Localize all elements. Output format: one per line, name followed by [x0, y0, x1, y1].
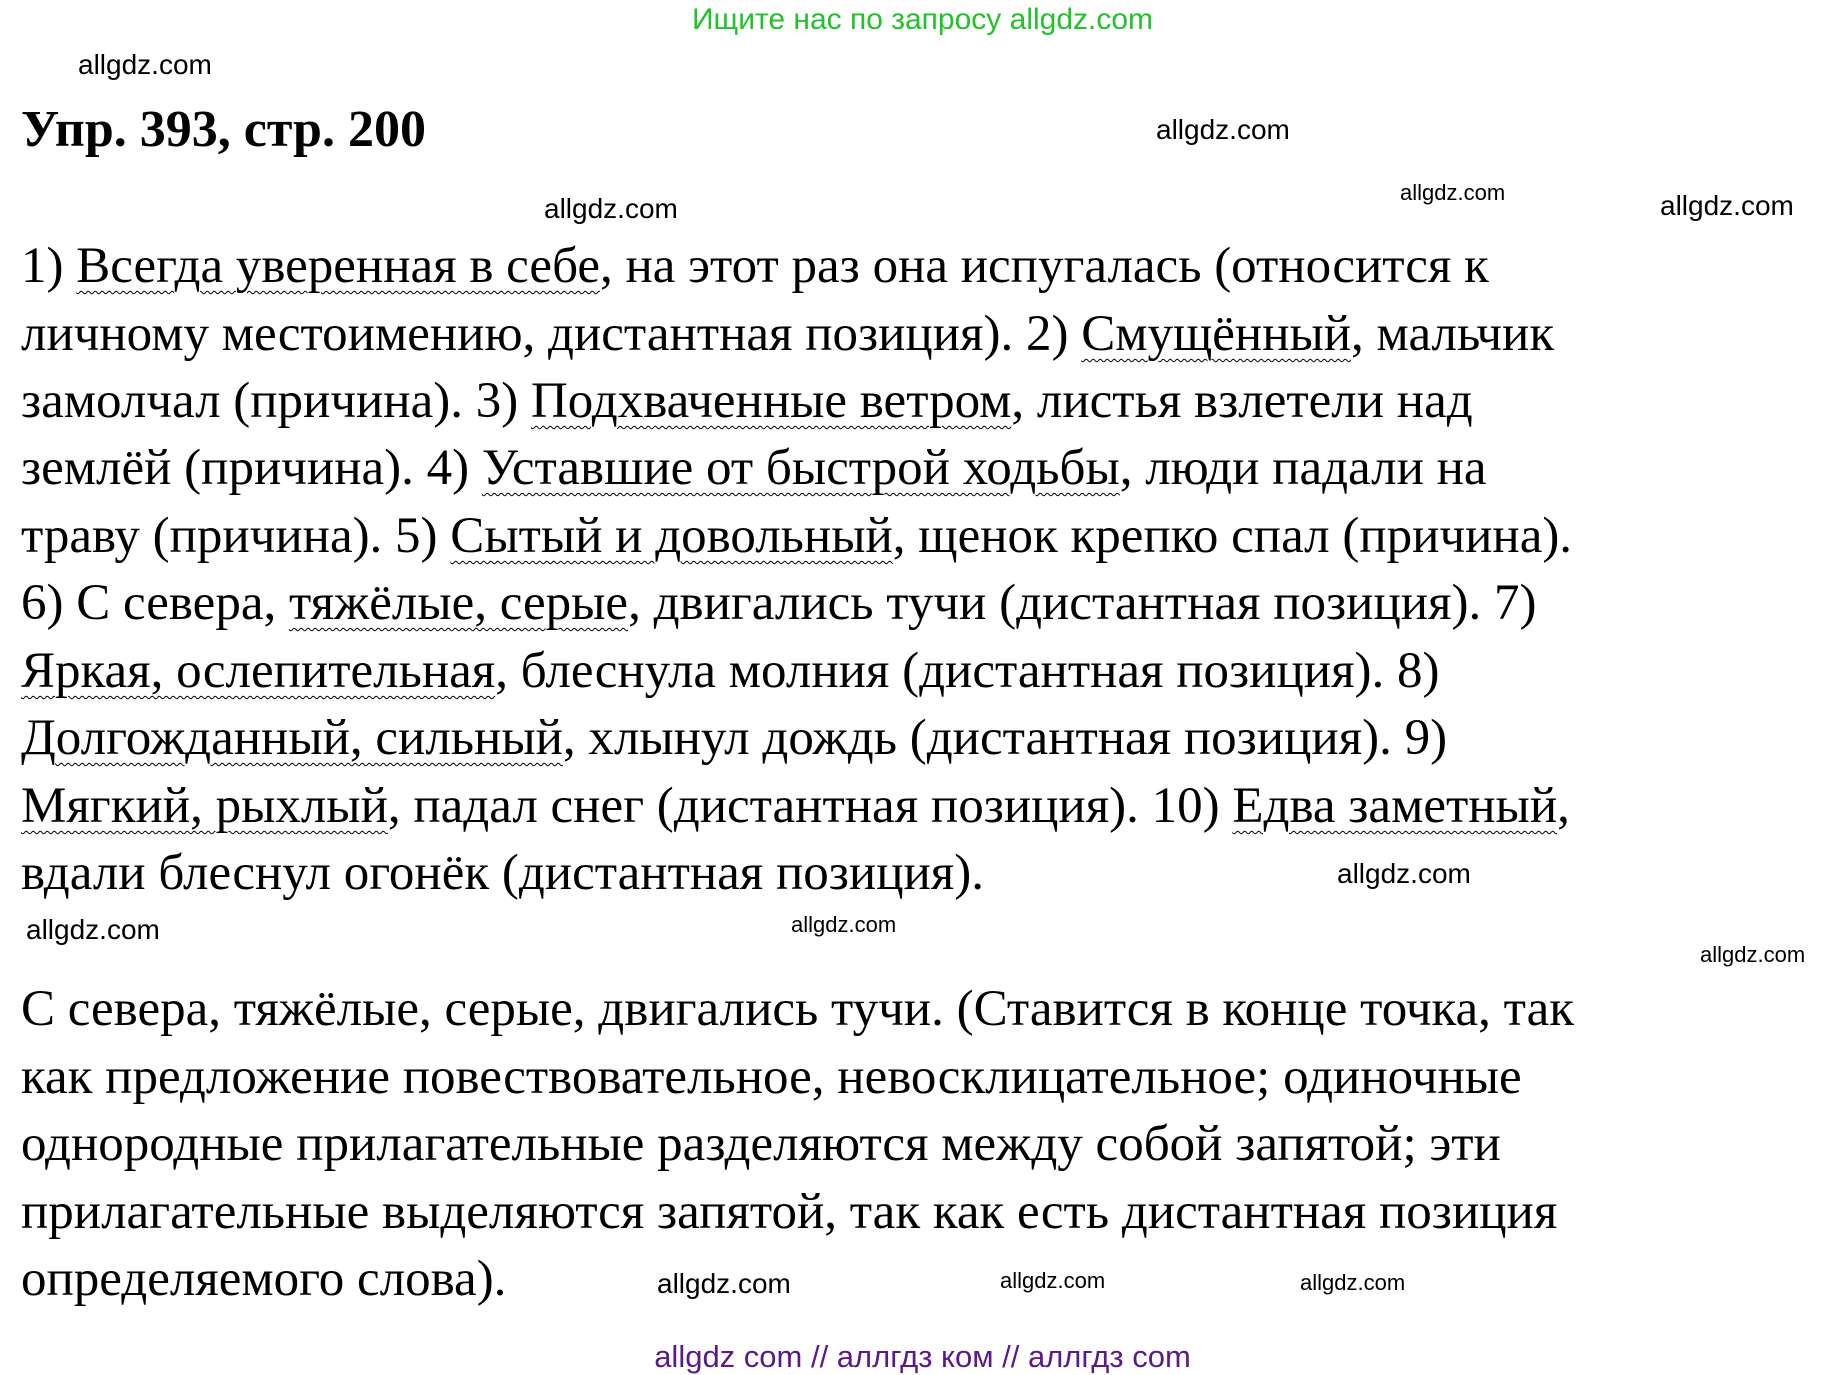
- text-line: [21, 236, 1489, 296]
- text-segment: , хлынул дождь (дистантная позиция). 9): [562, 710, 1448, 766]
- underlined-participle-phrase: Всегда уверенная в себе: [76, 238, 600, 294]
- footer-links: allgdz com // аллгдз ком // аллгдз com: [654, 1339, 1191, 1374]
- watermark: allgdz.com: [1300, 1270, 1406, 1295]
- underlined-participle-phrase: Яркая, ослепительная: [21, 643, 496, 699]
- underlined-participle-phrase: Уставшие от быстрой ходьбы: [481, 440, 1120, 496]
- text-segment: , двигались тучи (дистантная позиция). 7): [628, 575, 1537, 631]
- text-segment: , люди падали на: [1119, 440, 1487, 496]
- underlined-participle-phrase: Подхваченные ветром: [530, 373, 1012, 429]
- text-segment: , мальчик: [1351, 306, 1555, 362]
- underlined-participle-phrase: тяжёлые, серые: [288, 575, 629, 631]
- text-segment: , листья взлетели над: [1011, 373, 1473, 429]
- text-segment: вдали блеснул огонёк (дистантная позиция).: [21, 845, 984, 901]
- text-line: [21, 371, 1473, 431]
- text-segment: , на этот раз она испугалась (относится к: [599, 238, 1489, 294]
- underlined-participle-phrase: Едва заметный: [1232, 778, 1558, 834]
- text-line: [21, 843, 984, 903]
- text-segment: , блеснула молния (дистантная позиция). 8): [495, 643, 1440, 699]
- text-line: [21, 776, 1570, 836]
- text-line: [21, 1182, 1557, 1242]
- text-line: [21, 1047, 1522, 1107]
- watermark: allgdz.com: [657, 1268, 791, 1299]
- watermark: allgdz.com: [1337, 858, 1471, 889]
- text-line: [21, 1114, 1501, 1174]
- text-segment: С севера, тяжёлые, серые, двигались тучи. (Ставится в конце точка, так: [21, 981, 1574, 1037]
- text-segment: однородные прилагательные разделяются между собой запятой; эти: [21, 1116, 1501, 1172]
- watermark: allgdz.com: [1156, 114, 1290, 145]
- text-line: [21, 506, 1572, 566]
- text-segment: определяемого слова).: [21, 1251, 507, 1307]
- watermark: allgdz.com: [1000, 1268, 1106, 1293]
- underlined-participle-phrase: Мягкий, рыхлый: [21, 778, 388, 834]
- watermark: allgdz.com: [1400, 180, 1506, 205]
- underlined-participle-phrase: Смущённый: [1081, 306, 1352, 362]
- text-line: [21, 438, 1487, 498]
- watermark: allgdz.com: [791, 912, 897, 937]
- text-segment: как предложение повествовательное, невосклицательное; одиночные: [21, 1049, 1522, 1105]
- text-line: [21, 573, 1536, 633]
- text-segment: прилагательные выделяются запятой, так как есть дистантная позиция: [21, 1184, 1558, 1240]
- text-segment: 1): [21, 238, 77, 294]
- text-segment: траву (причина). 5): [21, 508, 451, 564]
- text-line: [21, 641, 1440, 701]
- watermark: allgdz.com: [1700, 942, 1806, 967]
- text-segment: 6) С севера,: [21, 575, 289, 631]
- top-banner: Ищите нас по запросу allgdz.com: [691, 3, 1154, 36]
- page-title: Упр. 393, стр. 200: [21, 101, 426, 158]
- watermark: allgdz.com: [1660, 190, 1794, 221]
- text-segment: , щенок крепко спал (причина).: [892, 508, 1573, 564]
- text-segment: личному местоимению, дистантная позиция). 2): [21, 306, 1082, 362]
- text-segment: , падал снег (дистантная позиция). 10): [387, 778, 1233, 834]
- text-line: [21, 1249, 506, 1309]
- text-segment: замолчал (причина). 3): [21, 373, 531, 429]
- text-segment: ,: [1557, 778, 1570, 834]
- text-line: [21, 304, 1554, 364]
- text-line: [21, 979, 1574, 1039]
- watermark: allgdz.com: [544, 193, 678, 224]
- watermark: allgdz.com: [78, 49, 212, 80]
- text-line: [21, 708, 1447, 768]
- underlined-participle-phrase: Сытый и довольный: [450, 508, 893, 564]
- text-segment: землёй (причина). 4): [21, 440, 482, 496]
- watermark: allgdz.com: [26, 914, 160, 945]
- underlined-participle-phrase: Долгожданный, сильный: [21, 710, 563, 766]
